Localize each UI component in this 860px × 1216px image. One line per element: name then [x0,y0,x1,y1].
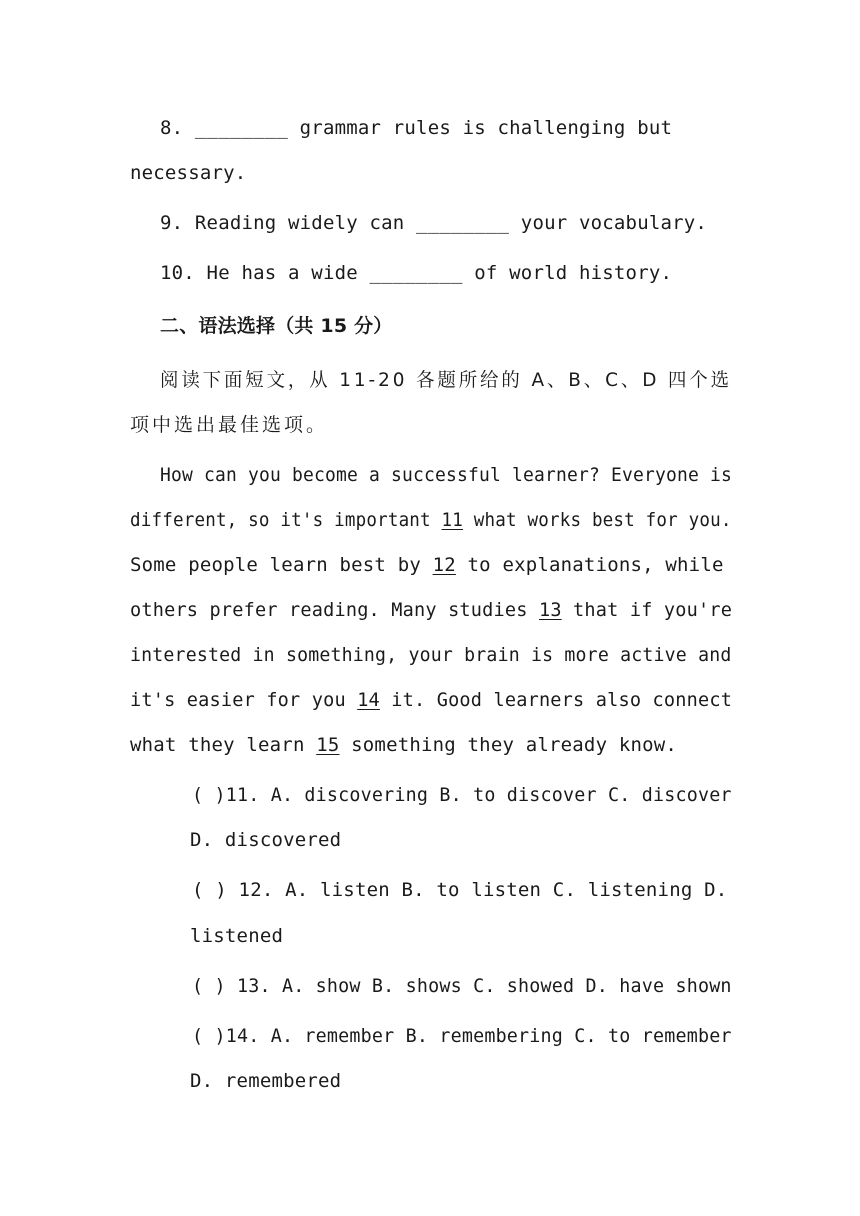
option-q11-line-2: D. discovered [190,829,342,851]
blank-11: 11 [441,509,464,531]
question-8-line-2: necessary. [130,162,247,184]
passage-text: what they learn [130,734,317,756]
passage-text: others prefer reading. Many studies [130,599,539,621]
passage-text: it. Good learners also connect [379,689,733,711]
option-q14-line-2: D. remembered [190,1070,342,1092]
option-q13-line-1: ( ) 13. A. show B. shows C. showed D. have shown [192,975,732,997]
option-q12-line-1: ( ) 12. A. listen B. to listen C. listening D. [192,879,728,901]
passage-text: what works best for you. [463,509,732,531]
passage-line-2 [130,507,732,533]
passage-line-4 [130,597,732,623]
passage-line-6 [130,687,732,713]
blank-12: 12 [432,554,456,576]
question-9: 9. Reading widely can ________ your vocabulary. [160,212,708,234]
blank-14: 14 [357,689,380,711]
passage-line-7 [130,732,677,758]
option-q11-line-1: ( )11. A. discovering B. to discover C. discover [192,784,732,806]
passage-line-1: How can you become a successful learner? Everyone is [160,464,732,486]
section-instruction-line-2: 项中选出最佳选项。 [130,414,329,436]
option-q12-line-2: listened [190,925,284,947]
passage-text: Some people learn best by [130,554,433,576]
passage-text: something they already know. [339,734,678,756]
passage-text: different, so it's important [130,509,442,531]
passage-text: that if you're [561,599,733,621]
option-q14-line-1: ( )14. A. remember B. remembering C. to remember [192,1025,732,1047]
passage-line-3 [130,552,724,578]
question-8-line-1: 8. ________ grammar rules is challenging but [160,117,673,139]
section-instruction-line-1: 阅读下面短文，从 11-20 各题所给的 A、B、C、D 四个选 [160,369,733,391]
question-10: 10. He has a wide ________ of world history. [160,262,673,284]
blank-15: 15 [316,734,340,756]
passage-line-5: interested in something, your brain is more active and [130,644,732,666]
blank-13: 13 [538,599,562,621]
passage-text: to explanations, while [455,554,724,576]
section-heading: 二、语法选择（共 15 分） [160,315,393,337]
passage-text: it's easier for you [130,689,358,711]
